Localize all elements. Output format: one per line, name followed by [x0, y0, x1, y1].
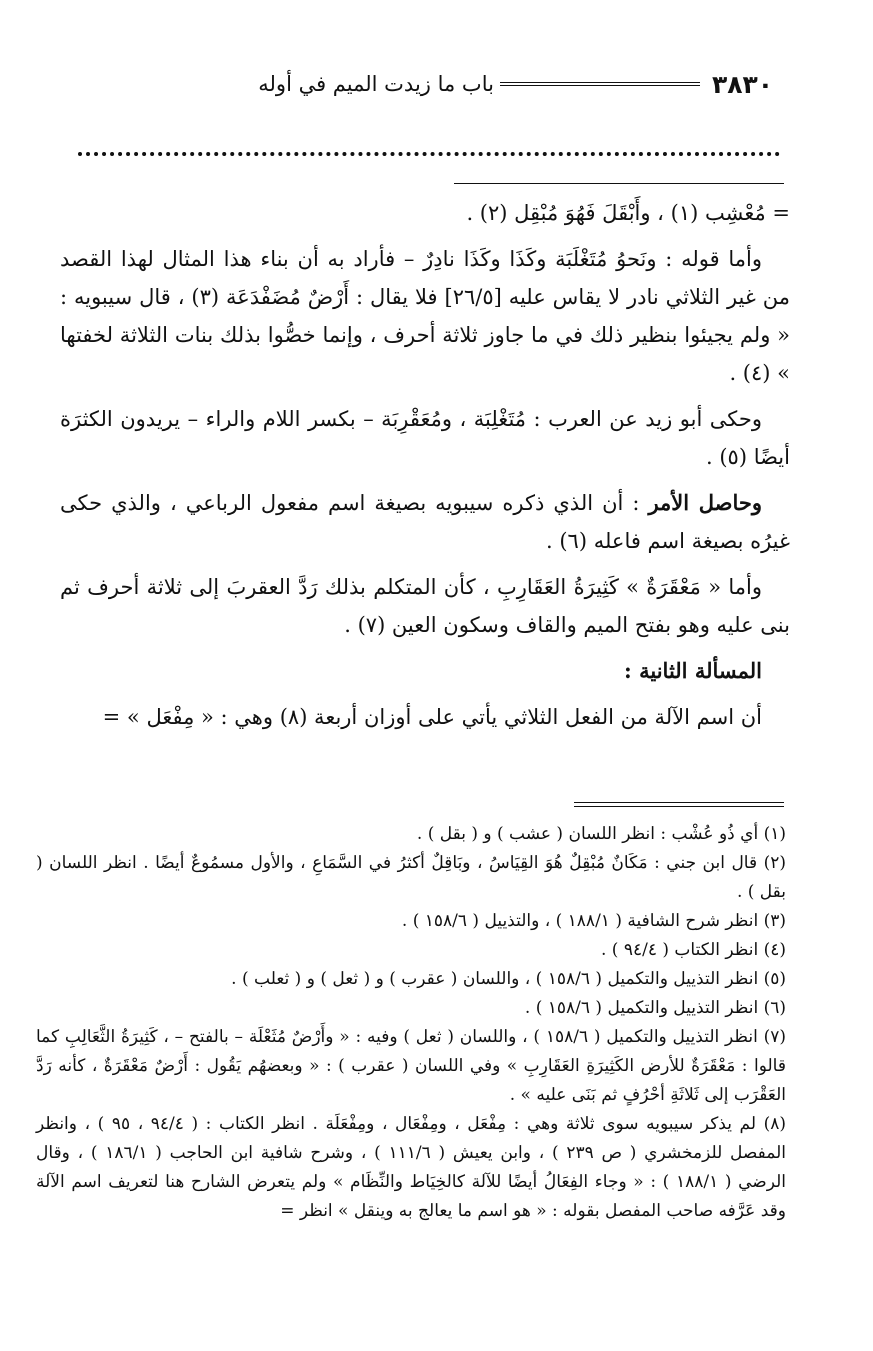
paragraph-1: وأما قوله : ونَحوُ مُتَغْلَبَة وكَذَا وكَذَا نادِرٌ – فأراد به أن بناء هذا المثال لهذا القصد من غير الثلاثي نادر لا يقاس عليه [٢٦/٥] فلا يقال : أَرْضٌ مُضَفْدَعَة (٣) ، قال سيبويه : « ولم يجيئوا بنظير ذلك في ما جاوز ثلاثة أحرف ، وإنما خصُّوا بذلك بنات الثلاثة لخفتها » (٤) .: [60, 247, 790, 385]
footnote: (٢) قال ابن جني : مَكَانٌ مُبْقِلٌ هُوَ القِيَاسُ ، وبَاقِلٌ أكثرُ في السَّمَاعِ ، والأول مسمُوعٌ أيضًا . انظر اللسان ( بقل ) .: [36, 853, 786, 902]
page-number: ٣٨٣٠: [711, 69, 773, 99]
running-header: [62, 66, 773, 102]
dotted-separator: [78, 152, 780, 156]
footnote: (٦) انظر التذييل والتكميل ( ١٥٨/٦ ) .: [524, 998, 786, 1018]
footnote: (٧) انظر التذييل والتكميل ( ١٥٨/٦ ) ، واللسان ( ثعل ) وفيه : « وأَرْضٌ مُثَعْلَة – بالفتح – ، كَثِيرَةُ الثَّعَالِبِ كما قالوا : مَعْقَرَةٌ للأرض الكَثِيرَةِ العَقَارِبِ » وفي اللسان ( عقرب ) : « وبعضهُم يَقُول : أَرْضٌ مَعْقَرَةٌ ، كأنه رَدَّ العَقْرَب إلى ثَلاثَةِ أحْرُفٍ ثم بَنَى عليه » .: [36, 1027, 787, 1105]
paragraph-3-text: : أن الذي ذكره سيبويه بصيغة اسم مفعول الرباعي ، والذي حكى غيرُه بصيغة اسم فاعله (٦) .: [60, 491, 790, 553]
footnote: (٤) انظر الكتاب ( ٩٤/٤ ) .: [600, 940, 786, 960]
paragraph-5: أن اسم الآلة من الفعل الثلاثي يأتي على أوزان أربعة (٨) وهي : « مِفْعَل » =: [102, 705, 762, 729]
paragraph-3: [60, 484, 790, 560]
chapter-title: باب ما زيدت الميم في أوله: [258, 72, 494, 96]
footnote: (٣) انظر شرح الشافية ( ١٨٨/١ ) ، والتذييل ( ١٥٨/٦ ) .: [401, 911, 786, 931]
paragraph-4: وأما « مَعْقَرَةٌ » كَثِيرَةُ العَقَارِبِ ، كأن المتكلم بذلك رَدَّ العقربَ إلى ثلاثة أحرف ثم بنى عليه وهو بفتح الميم والقاف وسكون العين (٧) .: [60, 575, 790, 637]
footnote: (٥) انظر التذييل والتكميل ( ١٥٨/٦ ) ، واللسان ( عقرب ) و ( ثعل ) و ( ثعلب ) .: [231, 969, 786, 989]
section-heading: المسألة الثانية :: [624, 658, 762, 683]
paragraph-continuation: = مُعْشِب (١) ، وأَبْقَلَ فَهُوَ مُبْقِل (٢) .: [466, 201, 790, 225]
continuation-rule: [454, 183, 784, 184]
header-rule: [500, 82, 700, 86]
paragraph-2: وحكى أبو زيد عن العرب : مُتَغْلِبَة ، ومُعَقْرِبَة – بكسر اللام والراء – يريدون الكثرَة أيضًا (٥) .: [60, 407, 790, 469]
paragraph-3-lead: وحاصل الأمر: [648, 490, 762, 515]
main-text: [60, 194, 790, 744]
footnote: (١) أي ذُو عُشْب : انظر اللسان ( عشب ) و ( بقل ) .: [416, 824, 786, 844]
footnotes: [36, 820, 786, 1226]
footnote-separator: [574, 802, 784, 807]
footnote: (٨) لم يذكر سيبويه سوى ثلاثة وهي : مِفْعَل ، ومِفْعَال ، ومِفْعَلَة . انظر الكتاب : ( ٩٤/٤ ، ٩٥ ) ، وانظر المفصل للزمخشري ( ص ٢٣٩ ) ، وابن يعيش ( ١١١/٦ ) ، وشرح شافية ابن الحاجب ( ١٨٦/١ ) ، وقال الرضي ( ١٨٨/١ ) : « وجاء الفِعَالُ أيضًا للآلة كالخِيَاط والنِّظَام » ولم يتعرض الشارح هنا لتعريف اسم الآلة وقد عَرَّفه صاحب المفصل بقوله : « هو اسم ما يعالج به وينقل » انظر =: [36, 1114, 787, 1221]
